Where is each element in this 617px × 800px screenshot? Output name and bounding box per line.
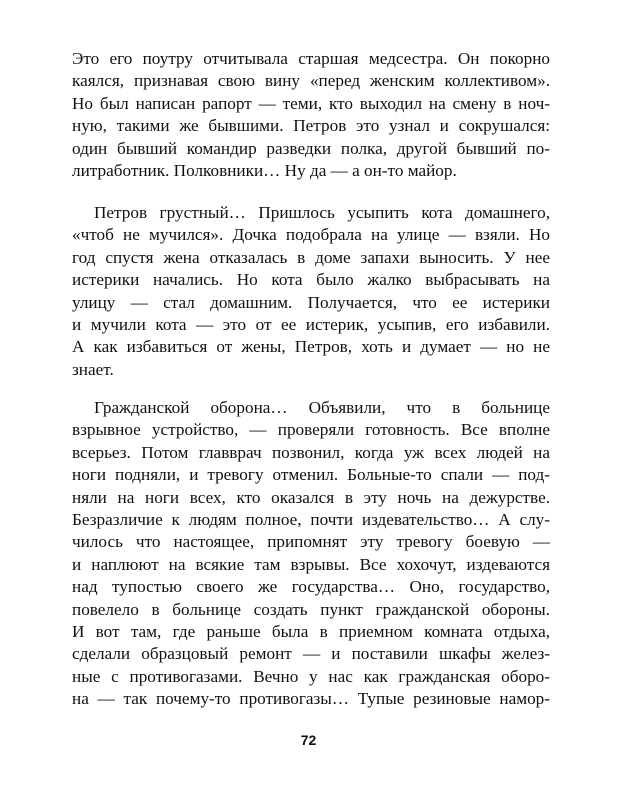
text-line: год спустя жена отказалась в доме запахи выносить. У нее xyxy=(72,247,550,267)
text-line: Петров грустный… Пришлось усыпить кота домашнего, xyxy=(94,203,550,222)
text-line: взрывное устройство, — проверяли готовность. Все вполне xyxy=(72,420,550,440)
text-line: и мучили кота — это от ее истерик, усыпив, его избавили. xyxy=(72,314,550,334)
text-line: на — так почему-то противогазы… Тупые резиновые намор- xyxy=(72,689,550,709)
text-line: каялся, признавая свою вину «перед женским коллективом». xyxy=(72,71,550,91)
paragraph-3 xyxy=(72,397,550,710)
paragraph-2 xyxy=(72,202,550,381)
text-line: знает. xyxy=(72,359,114,379)
text-line: «чтоб не мучился». Дочка подобрала на улице — взяли. Но xyxy=(72,225,550,245)
text-line: И вот там, где раньше была в приемном комната отдыха, xyxy=(72,621,550,641)
text-line: и наплюют на всякие там взрывы. Все хохочут, издеваются xyxy=(72,554,550,574)
text-line: истерики начались. Но кота было жалко выбрасывать на xyxy=(72,270,550,290)
text-line: Безразличие к людям полное, почти издевательство… А слу- xyxy=(72,509,550,529)
text-line: ную, такими же бывшими. Петров это узнал и сокрушался: xyxy=(72,116,550,136)
text-line: ные с противогазами. Вечно у нас как гражданская оборо- xyxy=(72,666,550,686)
text-line: сделали образцовый ремонт — и поставили шкафы желез- xyxy=(72,644,550,664)
text-line: литработник. Полковники… Ну да — а он-то майор. xyxy=(72,160,457,180)
text-line: Гражданской оборона… Объявили, что в больнице xyxy=(94,398,550,417)
text-line: над тупостью своего же государства… Оно, государство, xyxy=(72,577,550,597)
text-line: няли на ноги всех, кто оказался в эту ночь на дежурстве. xyxy=(72,487,550,507)
text-line: Но был написан рапорт — теми, кто выходил на смену в ноч- xyxy=(72,93,550,113)
text-line: улицу — стал домашним. Получается, что ее истерики xyxy=(72,292,550,312)
paragraph-1 xyxy=(72,48,550,182)
text-line: ноги подняли, и тревогу отменил. Больные-то спали — под- xyxy=(72,465,550,485)
text-line: один бывший командир разведки полка, другой бывший по- xyxy=(72,138,550,158)
text-line: А как избавиться от жены, Петров, хоть и думает — но не xyxy=(72,337,550,357)
text-line: чилось что настоящее, припомнят эту тревогу боевую — xyxy=(72,532,550,552)
text-line: повелело в больнице создать пункт гражданской обороны. xyxy=(72,599,550,619)
text-line: всерьез. Потом главврач позвонил, когда уж всех людей на xyxy=(72,442,550,462)
text-line: Это его поутру отчитывала старшая медсестра. Он покорно xyxy=(72,49,550,68)
page-number: 72 xyxy=(300,732,317,748)
